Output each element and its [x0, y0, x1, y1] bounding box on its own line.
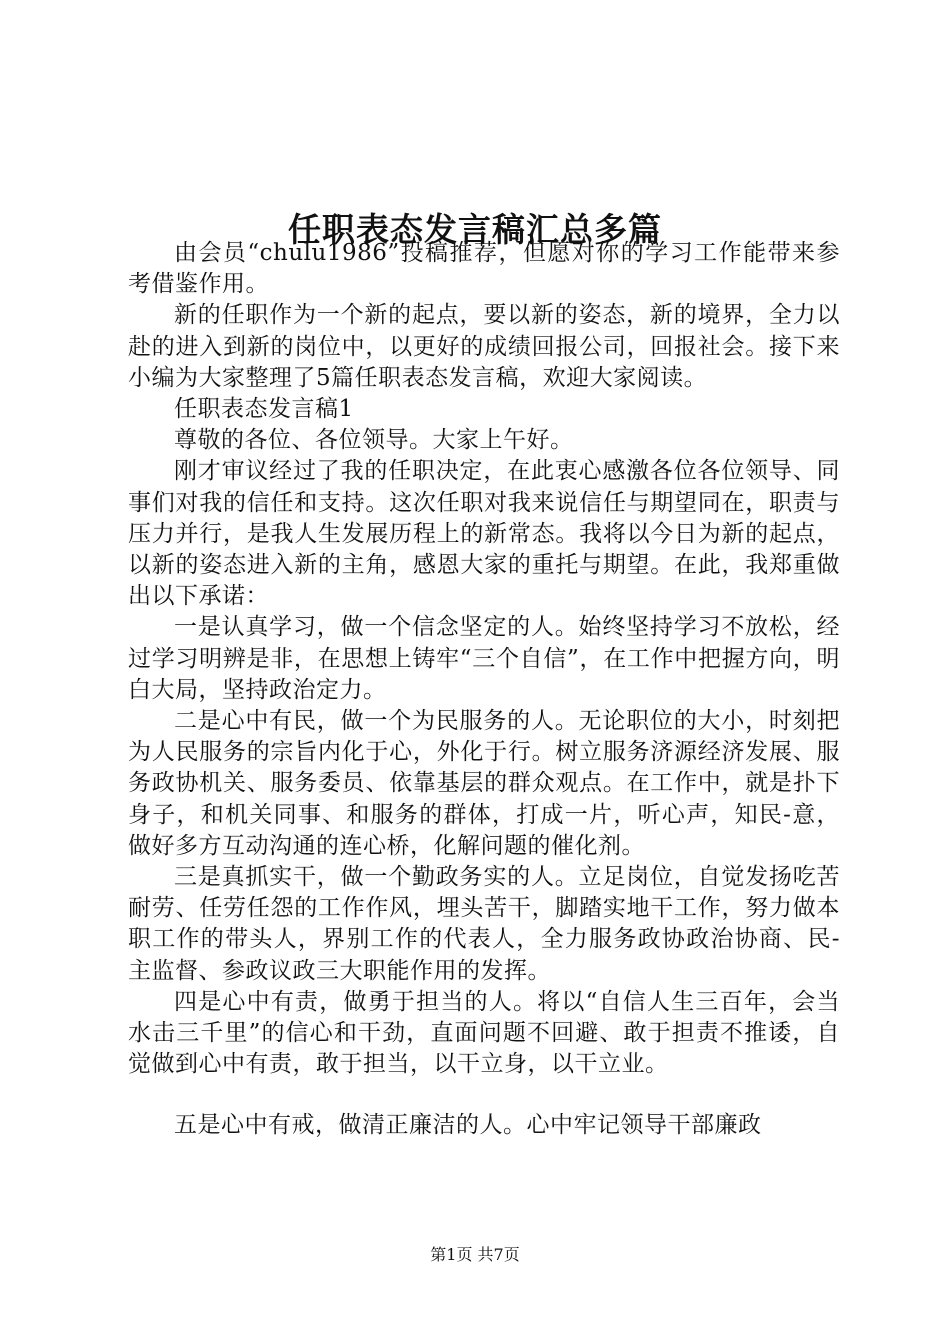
- paragraph-pledge-4: 四是心中有责，做勇于担当的人。将以“自信人生三百年，会当水击三千里”的信心和干劲，直面问题不回避、敢于担责不推诿，自觉做到心中有责，敢于担当，以干立身，以干立业。: [128, 988, 840, 1078]
- page-footer: 第1页 共7页: [430, 1245, 520, 1264]
- paragraph-pledge-3: 三是真抓实干，做一个勤政务实的人。立足岗位，自觉发扬吃苦耐劳、任劳任怨的工作作风，埋头苦干，脚踏实地干工作，努力做本职工作的带头人，界别工作的代表人，全力服务政协政治协商、民-主监督、参政议政三大职能作用的发挥。: [128, 864, 840, 984]
- paragraph-greeting: 尊敬的各位、各位领导。大家上午好。: [174, 427, 574, 454]
- document-title: 任职表态发言稿汇总多篇: [288, 210, 662, 250]
- document-body: [128, 238, 840, 1142]
- paragraph-pledge-1: 一是认真学习，做一个信念坚定的人。始终坚持学习不放松，经过学习明辨是非，在思想上铸牢“三个自信”，在工作中把握方向，明白大局，坚持政治定力。: [128, 614, 840, 703]
- paragraph-pledge-5: 五是心中有戒，做清正廉洁的人。心中牢记领导干部廉政: [174, 1112, 762, 1139]
- paragraph-summary: 新的任职作为一个新的起点，要以新的姿态，新的境界，全力以赴的进入到新的岗位中，以更好的成绩回报公司，回报社会。接下来小编为大家整理了5篇任职表态发言稿，欢迎大家阅读。: [128, 302, 840, 391]
- paragraph-thanks: 刚才审议经过了我的任职决定，在此衷心感激各位各位领导、同事们对我的信任和支持。这次任职对我来说信任与期望同在，职责与压力并行，是我人生发展历程上的新常态。我将以今日为新的起点，以新的姿态进入新的主角，感恩大家的重托与期望。在此，我郑重做出以下承诺：: [128, 458, 840, 610]
- section-heading: 任职表态发言稿1: [174, 396, 354, 423]
- paragraph-intro: 由会员“chulu1986”投稿推荐，但愿对你的学习工作能带来参考借鉴作用。: [128, 240, 840, 298]
- paragraph-pledge-2: 二是心中有民，做一个为民服务的人。无论职位的大小，时刻把为人民服务的宗旨内化于心，外化于行。树立服务济源经济发展、服务政协机关、服务委员、依靠基层的群众观点。在工作中，就是扑下身子，和机关同事、和服务的群体，打成一片，听心声，知民-意，做好多方互动沟通的连心桥，化解问题的催化剂。: [128, 708, 840, 859]
